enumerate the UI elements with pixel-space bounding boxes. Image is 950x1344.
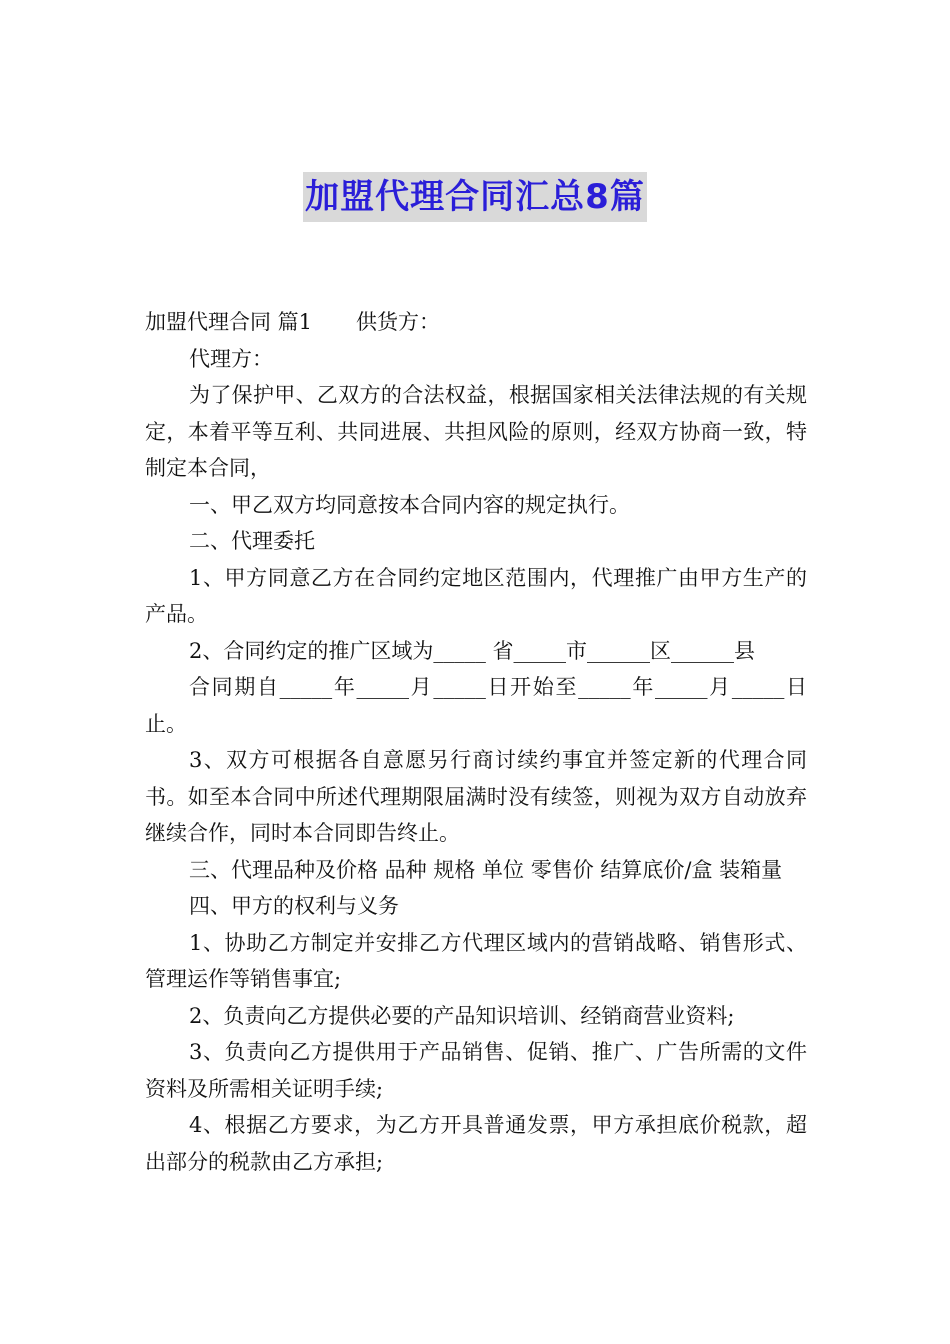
clause-2-heading: 二、代理委托 <box>189 529 315 553</box>
clause-3-heading: 三、代理品种及价格 品种 规格 单位 零售价 结算底价/盒 装箱量 <box>189 857 783 882</box>
clause-4-item-1: 1、协助乙方制定并安排乙方代理区域内的营销战略、销售形式、管理运作等销售事宜; <box>145 930 807 991</box>
clause-4-item-2: 2、负责向乙方提供必要的产品知识培训、经销商营业资料; <box>189 1003 735 1028</box>
clause-2-item-1: 1、甲方同意乙方在合同约定地区范围内，代理推广由甲方生产的产品。 <box>145 565 807 626</box>
clause-2-item-2: 2、合同约定的推广区域为_____ 省_____市______区______县 <box>189 638 756 663</box>
contract-period: 合同期自_____年_____月_____日开始至_____年_____月_____日止。 <box>145 675 807 736</box>
clause-1: 一、甲乙双方均同意按本合同内容的规定执行。 <box>189 492 630 517</box>
agent-label: 代理方： <box>189 346 273 371</box>
document-title: 加盟代理合同汇总8篇 <box>303 172 647 222</box>
preamble-paragraph: 为了保护甲、乙双方的合法权益，根据国家相关法律法规的有关规定，本着平等互利、共同进展、共担风险的原则，经双方协商一致，特制定本合同， <box>145 383 807 480</box>
contract-section-heading: 加盟代理合同 篇1 <box>145 310 313 334</box>
clause-4-item-3: 3、负责向乙方提供用于产品销售、促销、推广、广告所需的文件资料及所需相关证明手续; <box>145 1040 807 1101</box>
supplier-label: 供货方： <box>356 310 441 334</box>
clause-2-item-3: 3、双方可根据各自意愿另行商讨续约事宜并签定新的代理合同书。如至本合同中所述代理期限届满时没有续签，则视为双方自动放弃继续合作，同时本合同即告终止。 <box>145 748 807 845</box>
clause-4-item-4: 4、根据乙方要求，为乙方开具普通发票，甲方承担底价税款，超出部分的税款由乙方承担; <box>145 1113 807 1174</box>
document-title-wrapper <box>0 172 950 222</box>
clause-4-heading: 四、甲方的权利与义务 <box>189 894 399 918</box>
document-body <box>145 304 807 1180</box>
contract-heading-line <box>145 304 807 341</box>
